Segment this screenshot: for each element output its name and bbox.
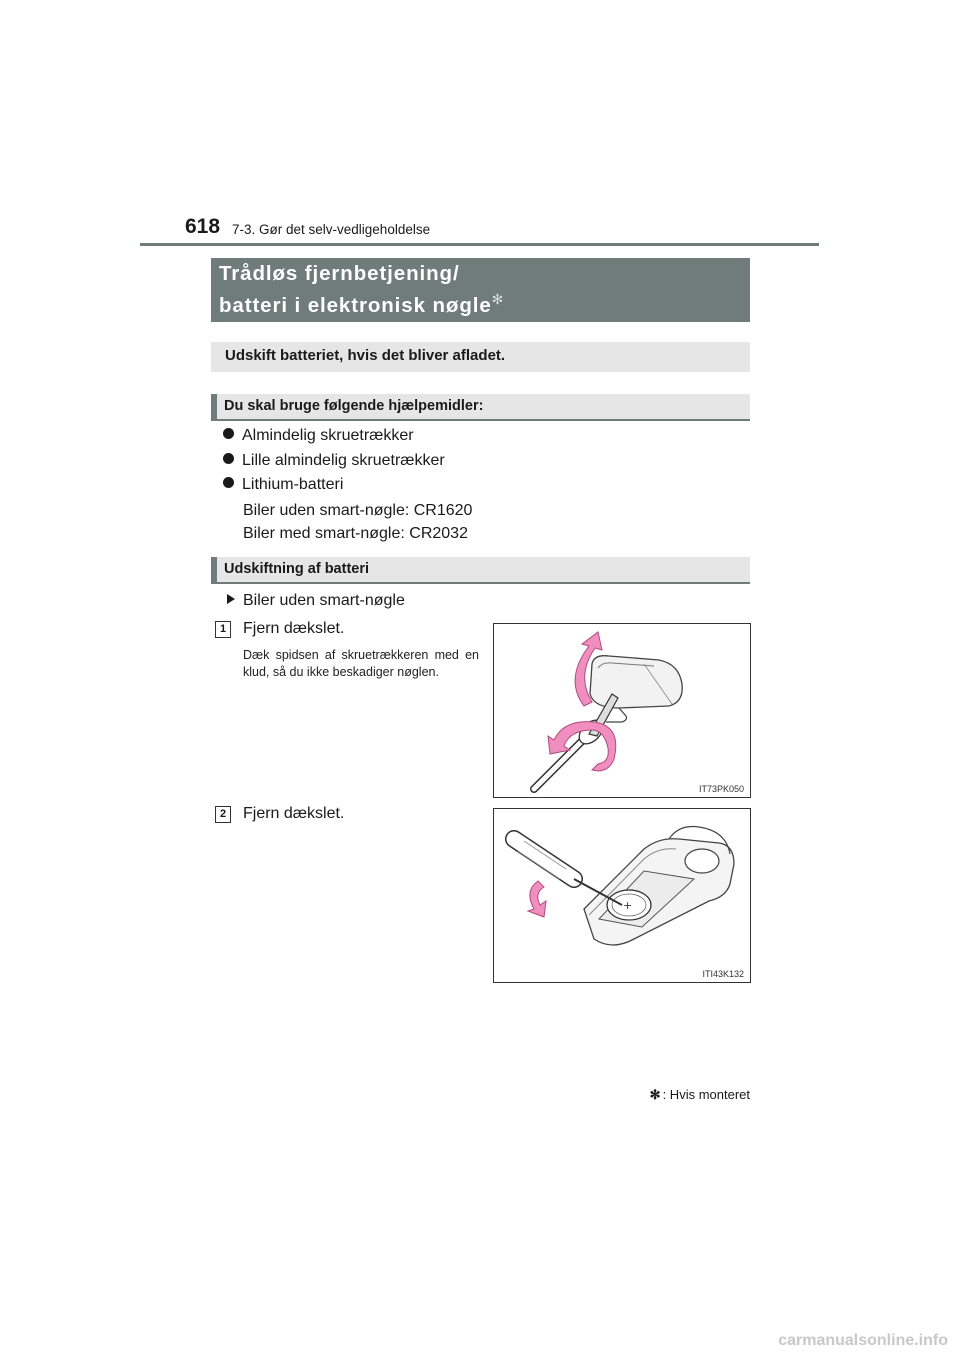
list-item xyxy=(223,452,445,470)
intro-text: Udskift batteriet, hvis det bliver afladet. xyxy=(225,347,506,364)
step-number-1: 1 xyxy=(215,621,231,638)
variant-text: Biler uden smart-nøgle xyxy=(243,592,405,609)
page-number: 618 xyxy=(185,215,221,238)
list-item-text: Almindelig skruetrækker xyxy=(242,427,414,444)
replacement-heading-text: Udskiftning af batteri xyxy=(224,561,370,577)
figure-remove-battery xyxy=(493,808,751,983)
step-2-text: Fjern dækslet. xyxy=(243,805,345,822)
bullet-icon xyxy=(223,428,234,439)
bullet-icon xyxy=(223,477,234,488)
intro-box xyxy=(211,342,750,372)
title-line-1: Trådløs fjernbetjening/ xyxy=(219,262,460,285)
list-item-text: Lithium-batteri xyxy=(242,476,344,493)
tools-heading xyxy=(211,394,750,421)
header-rule xyxy=(140,243,819,246)
step-number-2: 2 xyxy=(215,806,231,823)
tools-heading-text: Du skal bruge følgende hjælpemidler: xyxy=(224,398,484,414)
title-line-2-text: batteri i elektronisk nøgle xyxy=(219,293,492,317)
list-item xyxy=(223,427,414,445)
list-item-text: Lille almindelig skruetrækker xyxy=(242,452,445,469)
replacement-heading xyxy=(211,557,750,584)
heading-bar xyxy=(211,394,217,421)
list-item xyxy=(223,476,343,494)
section-label: 7-3. Gør det selv-vedligeholdelse xyxy=(232,222,431,237)
figure-remove-cover xyxy=(493,623,751,798)
figure-code: ITI43K132 xyxy=(702,969,744,979)
figure-code: IT73PK050 xyxy=(698,784,744,794)
key-fob-screwdriver-illustration xyxy=(494,624,750,797)
optional-marker: ✻ xyxy=(491,291,505,307)
page-title xyxy=(211,258,750,322)
triangle-bullet-icon xyxy=(227,594,235,604)
heading-bar xyxy=(211,557,217,584)
footnote-text: : Hvis monteret xyxy=(662,1087,750,1102)
watermark: carmanualsonline.info xyxy=(778,1332,948,1349)
variant-label xyxy=(227,592,405,610)
step-1-text: Fjern dækslet. xyxy=(243,620,345,637)
key-battery-illustration xyxy=(494,809,750,982)
battery-type-line: Biler uden smart-nøgle: CR1620 xyxy=(243,502,473,519)
step-1-note: Dæk spidsen af skruetrækkeren med en klud, så du ikke beskadiger nøglen. xyxy=(243,648,479,679)
bullet-icon xyxy=(223,453,234,464)
battery-type-line: Biler med smart-nøgle: CR2032 xyxy=(243,525,468,542)
footnote-marker: ✻ xyxy=(649,1087,661,1102)
svg-text:+: + xyxy=(623,899,633,912)
title-line-2 xyxy=(219,291,504,318)
footnote xyxy=(650,1087,750,1103)
